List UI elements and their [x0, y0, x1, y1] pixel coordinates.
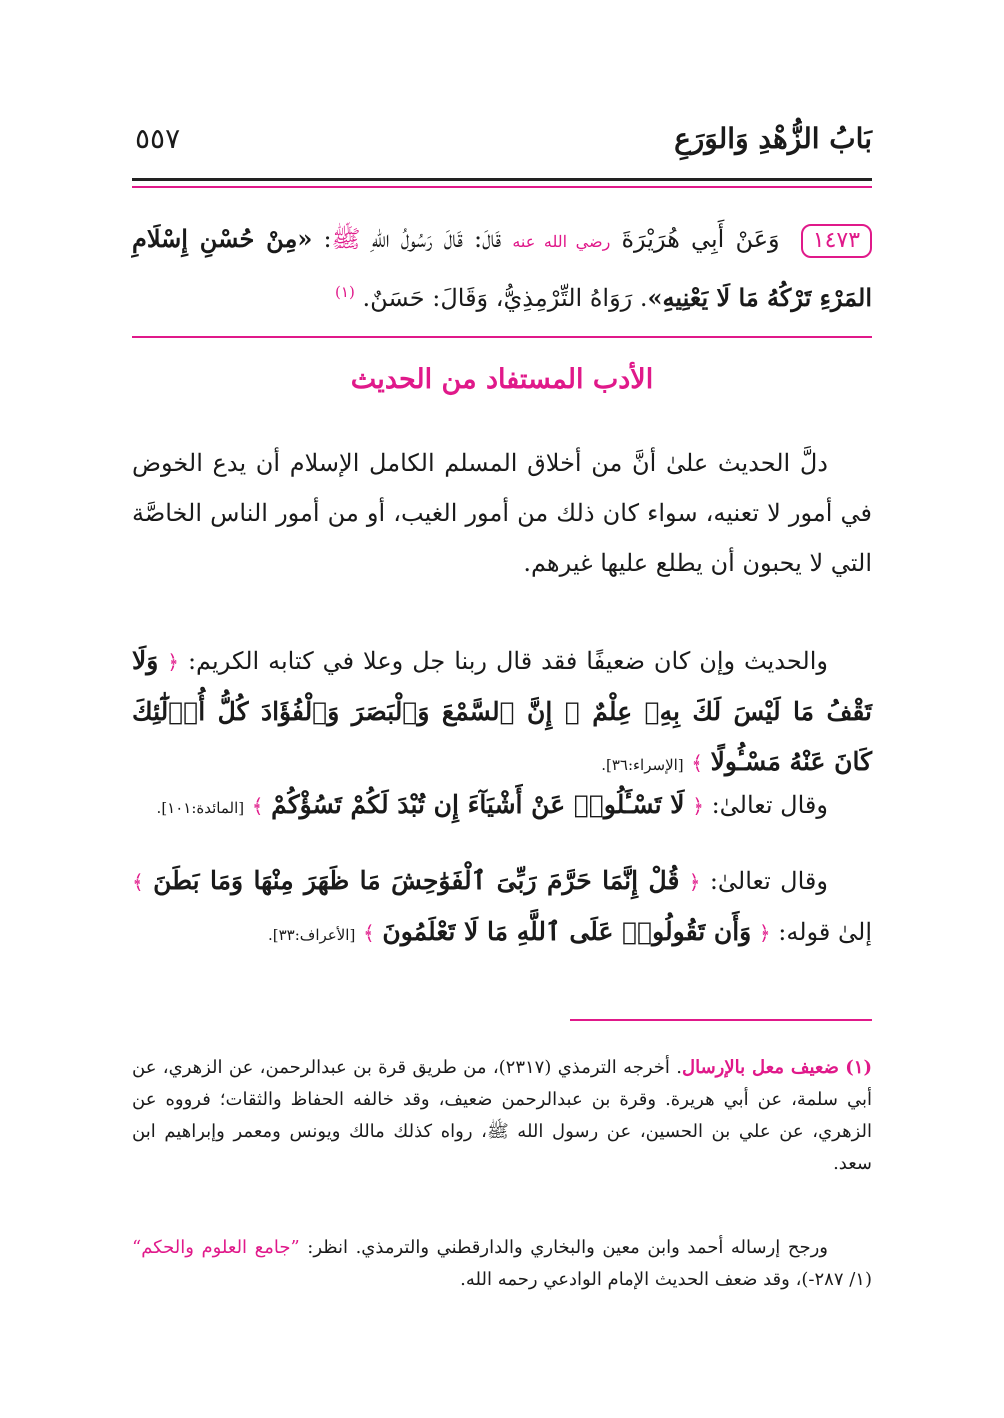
footnote-divider: [570, 1019, 872, 1021]
p2-intro: والحديث وإن كان ضعيفًا فقد قال ربنا جل وعلا في كتابه الكريم:: [187, 647, 828, 675]
footnote-2-book: ”جامع العلوم والحكم“: [132, 1237, 300, 1258]
p4-reference: [الأعراف:٣٣].: [268, 926, 356, 944]
p4-intro: وقال تعالىٰ:: [709, 867, 828, 895]
footnote-marker: (١): [335, 283, 355, 301]
hadith-said: قَالَ: قَالَ رَسُولُ اللهِ: [371, 225, 502, 253]
p3-reference: [المائدة:١٠١].: [156, 799, 245, 817]
hadith-block: [132, 214, 872, 323]
p2-quran: وَلَا تَقْفُ مَا لَيْسَ لَكَ بِهِۦ عِلْمٌ ۚ إِنَّ ٱلسَّمْعَ وَٱلْبَصَرَ وَٱلْفُؤَادَ كُلُّ أُو۟لَٰٓئِكَ كَانَ عَنْهُ مَسْـُٔولًا: [132, 646, 872, 776]
hadith-text: مِنْ حُسْنِ إِسْلَامِ المَرْءِ تَرْكُهُ مَا لَا يَعْنِيهِ: [132, 224, 872, 312]
p4-mid: إلىٰ قوله:: [778, 918, 872, 946]
quran-ornament-close: ﴾: [132, 870, 144, 894]
footnote-2: [132, 1232, 872, 1296]
hadith-text-open: «: [297, 224, 313, 253]
quran-ornament-close: ﴾: [251, 794, 264, 818]
hadith-colon: :: [323, 225, 332, 253]
paragraph-2: [132, 636, 872, 790]
p2-reference: [الإسراء:٣٦].: [601, 756, 684, 774]
footnote-2-text: ورجح إرساله أحمد وابن معين والبخاري والدارقطني والترمذي. انظر:: [307, 1237, 829, 1258]
hadith-divider: [132, 336, 872, 338]
paragraph-1: دلَّ الحديث علىٰ أنَّ من أخلاق المسلم الكامل الإسلام أن يدع الخوض في أمور لا تعنيه، سواء كان ذلك من أمور الغيب، أو من أمور الناس الخاصَّة التي لا يحبون أن يطلع عليها غيرهم.: [132, 449, 872, 577]
quran-ornament-close: ﴾: [691, 751, 704, 775]
p4-quran-2: وَأَن تَقُولُوا۟ عَلَى ٱللَّهِ مَا لَا تَعْلَمُونَ: [382, 917, 752, 946]
footnote-2-rest: (١/ ٢٨٧-)، وقد ضعف الحديث الإمام الوادعي رحمه الله.: [460, 1269, 872, 1290]
chapter-title: بَابُ الزُّهْدِ وَالوَرَعِ: [674, 122, 872, 155]
quran-ornament-open: ﴿: [758, 921, 771, 945]
paragraph-3: [132, 780, 872, 833]
quran-ornament-close: ﴾: [362, 921, 375, 945]
footnote-1-number: (١): [845, 1057, 872, 1078]
quran-ornament-open: ﴿: [688, 870, 701, 894]
hadith-after: . رَوَاهُ التِّرْمِذِيُّ، وَقَالَ: حَسَنٌ.: [362, 284, 648, 312]
ra-honorific: رضي الله عنه: [512, 232, 611, 251]
hadith-number: ١٤٧٣: [801, 224, 872, 258]
p4-quran-1: قُلْ إِنَّمَا حَرَّمَ رَبِّىَ ٱلْفَوَٰحِشَ مَا ظَهَرَ مِنْهَا وَمَا بَطَنَ: [153, 866, 680, 895]
section-title: الأدب المستفاد من الحديث: [350, 364, 654, 395]
hadith-text-close: »: [647, 283, 663, 312]
paragraph-4: [132, 856, 872, 960]
header-divider: [132, 178, 872, 181]
p3-intro: وقال تعالىٰ:: [711, 791, 828, 819]
quran-ornament-open: ﴿: [167, 650, 180, 674]
header-divider-accent: [132, 186, 872, 188]
hadith-intro: وَعَنْ أَبِي هُرَيْرَةَ: [621, 225, 780, 253]
saw-honorific: ﷺ: [331, 225, 361, 253]
p3-quran: لَا تَسْـَٔلُوا۟ عَنْ أَشْيَآءَ إِن تُبْدَ لَكُمْ تَسُؤْكُمْ: [271, 790, 685, 819]
page-number: ٥٥٧: [135, 122, 181, 155]
quran-ornament-open: ﴿: [692, 794, 704, 818]
footnote-1-grade: ضعيف معل بالإرسال: [682, 1057, 839, 1078]
footnote-1-text: . أخرجه الترمذي (٢٣١٧)، من طريق قرة بن عبدالرحمن، عن الزهري، عن أبي سلمة، عن أبي هريرة. وقرة بن عبدالرحمن ضعيف، وقد خالفه الحفاظ والثقات؛ فرووه عن الزهري، عن علي بن الحسين، عن رسول الله ﷺ، رواه كذلك مالك ويونس ومعمر وإبراهيم ابن سعد.: [132, 1057, 872, 1174]
footnote-1: [132, 1052, 872, 1180]
